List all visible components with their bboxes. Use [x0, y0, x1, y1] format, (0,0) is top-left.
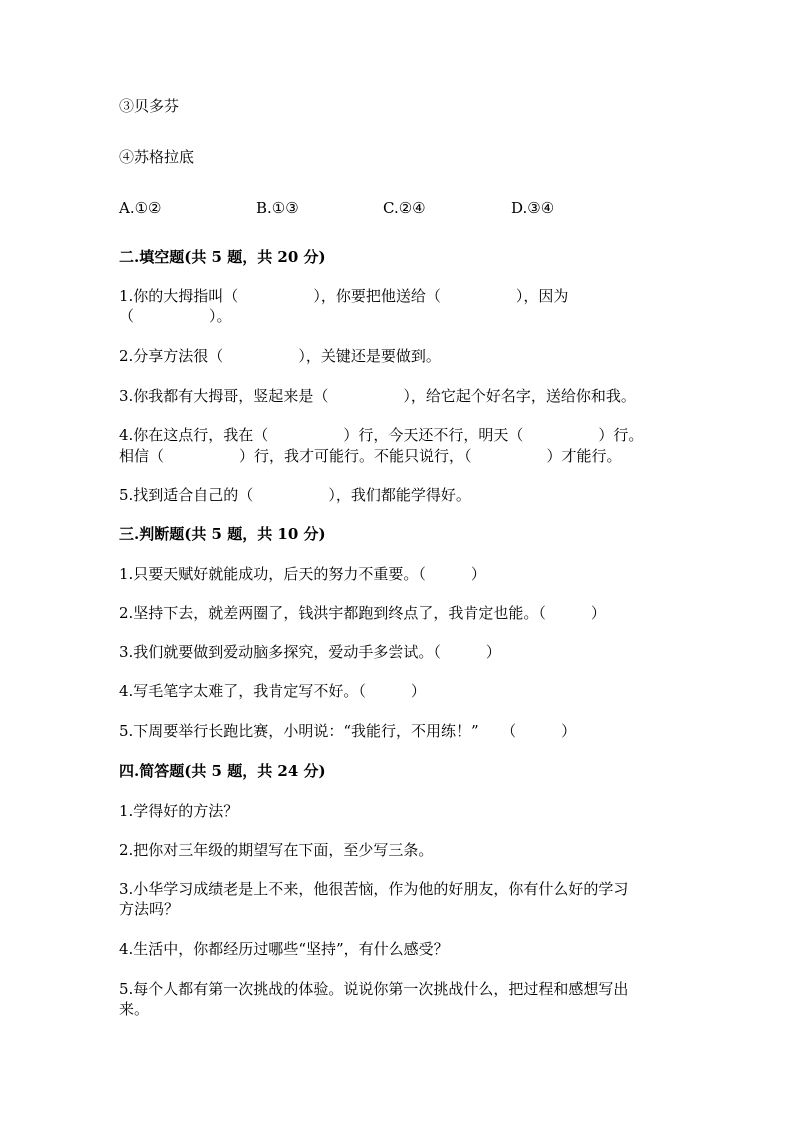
section-4-q5-line1: 5.每个人都有第一次挑战的体验。说说你第一次挑战什么，把过程和感想写出: [119, 980, 629, 998]
section-3-q5: 5.下周要举行长跑比赛，小明说：“我能行，不用练！” （ ）: [119, 722, 577, 740]
section-2-q3: 3.你我都有大拇哥，竖起来是（ ），给它起个好名字，送给你和我。: [119, 387, 636, 405]
option-item-4: ④苏格拉底: [119, 148, 195, 166]
section-3-q2: 2.坚持下去，就差两圈了，钱洪宇都跑到终点了，我肯定也能。（ ）: [119, 604, 606, 622]
section-2-title: 二.填空题(共 5 题，共 20 分): [119, 248, 326, 266]
choice-d: D.③④: [511, 199, 555, 217]
section-2-q1-line2: （ ）。: [119, 307, 232, 325]
section-2-q4-line1: 4.你在这点行，我在（ ）行，今天还不行，明天（ ）行。: [119, 426, 644, 444]
choice-a: A.①②: [119, 199, 162, 217]
section-3-title: 三.判断题(共 5 题，共 10 分): [119, 525, 326, 543]
section-4-q4: 4.生活中，你都经历过哪些“坚持”，有什么感受？: [119, 940, 449, 958]
section-4-q2: 2.把你对三年级的期望写在下面，至少写三条。: [119, 841, 434, 859]
section-2-q5: 5.找到适合自己的（ ），我们都能学得好。: [119, 486, 471, 504]
section-3-q3: 3.我们就要做到爱动脑多探究，爱动手多尝试。（ ）: [119, 643, 501, 661]
choice-b: B.①③: [256, 199, 299, 217]
section-4-q1: 1.学得好的方法？: [119, 802, 239, 820]
choice-c: C.②④: [383, 199, 426, 217]
section-3-q4: 4.写毛笔字太难了，我肯定写不好。（ ）: [119, 682, 426, 700]
section-3-q1: 1.只要天赋好就能成功，后天的努力不重要。（ ）: [119, 565, 486, 583]
section-2-q1-line1: 1.你的大拇指叫（ ），你要把他送给（ ），因为: [119, 287, 569, 305]
section-2-q4-line2: 相信（ ）行，我才可能行。不能只说行，（ ）才能行。: [119, 447, 622, 465]
option-item-3: ③贝多芬: [119, 97, 180, 115]
section-4-q3-line2: 方法吗？: [119, 900, 180, 918]
section-4-title: 四.简答题(共 5 题，共 24 分): [119, 762, 326, 780]
section-4-q5-line2: 来。: [119, 1000, 150, 1018]
section-4-q3-line1: 3.小华学习成绩老是上不来，他很苦恼，作为他的好朋友，你有什么好的学习: [119, 880, 629, 898]
section-2-q2: 2.分享方法很（ ），关键还是要做到。: [119, 347, 441, 365]
